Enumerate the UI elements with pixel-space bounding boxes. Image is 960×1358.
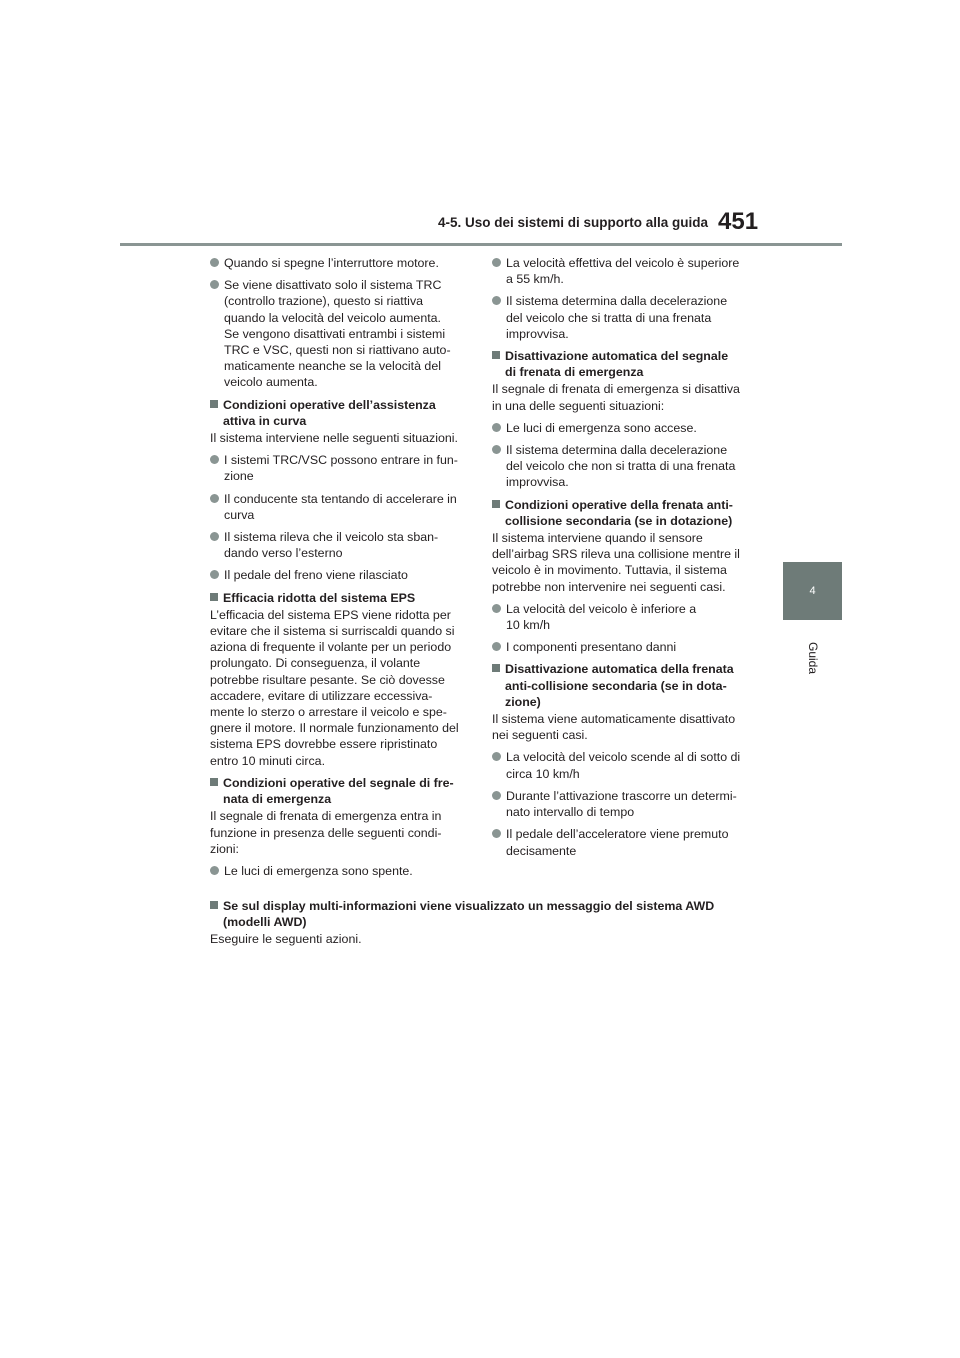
list-item: Il sistema rileva che il veicolo sta sban- dando verso l’esterno [210,529,472,561]
list-item: La velocità del veicolo è inferiore a 10 km/h [492,601,754,633]
paragraph: Il segnale di frenata di emergenza entra in funzione in presenza delle seguenti condi- zioni: [210,809,442,856]
section-heading: Se sul display multi-informazioni viene visualizzato un messaggio del sistema AWD (modelli AWD) [210,898,754,930]
paragraph: Eseguire le seguenti azioni. [210,932,362,947]
list-item: La velocità effettiva del veicolo è superiore a 55 km/h. [492,255,754,287]
section-heading: Disattivazione automatica della frenata anti-collisione secondaria (se in dota- zione) [492,661,754,710]
header-divider [120,243,842,246]
paragraph: Il sistema interviene quando il sensore dell’airbag SRS rileva una collisione mentre il veicolo è in movimento. Tuttavia, il sistema potrebbe non intervenire nei seguenti casi. [492,531,740,594]
list-item: Il conducente sta tentando di accelerare in curva [210,491,472,523]
right-column [492,255,754,865]
left-column [210,255,472,885]
paragraph: Il sistema viene automaticamente disattivato nei seguenti casi. [492,712,736,743]
paragraph: Il sistema interviene nelle seguenti situazioni. [210,431,458,446]
chapter-label-vertical [778,628,848,688]
list-item: Se viene disattivato solo il sistema TRC (controllo trazione), questo si riattiva quando la velocità del veicolo aumenta. Se vengono disattivati entrambi i sistemi TRC e VSC, questi non si riattivano auto- maticamente neanche se la velocità del veicolo aumenta. [210,277,472,390]
list-item: Il pedale del freno viene rilasciato [210,567,472,583]
list-item: Il sistema determina dalla decelerazione del veicolo che si tratta di una frenata improvvisa. [492,293,754,342]
section-header-title: 4-5. Uso dei sistemi di supporto alla guida [438,215,709,230]
bottom-section [210,898,754,954]
section-heading: Condizioni operative della frenata anti- collisione secondaria (se in dotazione) [492,497,754,529]
list-item: Il pedale dell’acceleratore viene premuto decisamente [492,826,754,858]
list-item: Le luci di emergenza sono spente. [210,863,472,879]
list-item: Durante l’attivazione trascorre un determi- nato intervallo di tempo [492,788,754,820]
section-heading: Condizioni operative dell’assistenza attiva in curva [210,397,472,429]
chapter-label: Guida [806,641,820,675]
paragraph: L’efficacia del sistema EPS viene ridotta per evitare che il sistema si surriscaldi quando si aziona di frequente il volante per un periodo prolungato. Di conseguenza, il volante potrebbe risultare pesante. Se ciò dovesse accadere, evitare di utilizzare eccessiva- mente lo sterzo o arrestare il veicolo e spe- gnere il motore. Il normale funzionamento del sistema EPS dovrebbe essere ripristinato entro 10 minuti circa. [210,607,459,768]
chapter-tab [783,562,842,620]
list-item: I componenti presentano danni [492,639,754,655]
list-item: Le luci di emergenza sono accese. [492,420,754,436]
list-item: Il sistema determina dalla decelerazione del veicolo che non si tratta di una frenata improvvisa. [492,442,754,491]
section-heading: Efficacia ridotta del sistema EPS [210,590,472,606]
list-item: La velocità del veicolo scende al di sotto di circa 10 km/h [492,749,754,781]
list-item: I sistemi TRC/VSC possono entrare in fun- zione [210,452,472,484]
section-heading: Disattivazione automatica del segnale di frenata di emergenza [492,348,754,380]
paragraph: Il segnale di frenata di emergenza si disattiva in una delle seguenti situazioni: [492,382,740,413]
section-heading: Condizioni operative del segnale di fre- nata di emergenza [210,775,472,807]
page-number: 451 [718,208,759,235]
chapter-number: 4 [809,585,816,597]
list-item: Quando si spegne l’interruttore motore. [210,255,472,271]
